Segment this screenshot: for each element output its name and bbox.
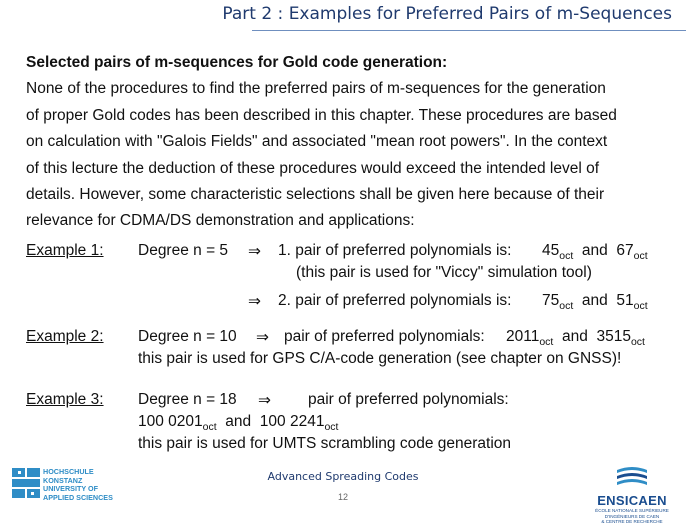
htwg-logo-text: HOCHSCHULE KONSTANZ UNIVERSITY OF APPLIED SCIENCES xyxy=(43,467,113,502)
example-label: Example 1: xyxy=(26,242,104,259)
pair-note: (this pair is used for "Viccy" simulation tool) xyxy=(296,264,592,281)
paragraph-line: of this lecture the deduction of these procedures would exceed the intended level of xyxy=(26,159,600,177)
polynomial-pair: $2011_{oct}$ and $3515_{oct}$ xyxy=(506,328,645,348)
paragraph-line: None of the procedures to find the preferred pairs of m-sequences for the generation xyxy=(26,80,606,98)
section-heading: Selected pairs of m-sequences for Gold code generation: xyxy=(26,54,448,71)
example-degree: Degree n = 18 xyxy=(138,391,237,408)
implies-arrow: ⇒ xyxy=(248,292,261,310)
footer-title: Advanced Spreading Codes xyxy=(267,470,419,483)
polynomial-pair: $75_{oct}$ and $51_{oct}$ xyxy=(542,292,648,312)
paragraph-line: on calculation with "Galois Fields" and associated "mean root powers". In the context xyxy=(26,133,608,151)
pair-text: pair of preferred polynomials: xyxy=(308,391,509,408)
pair-note: this pair is used for UMTS scrambling code generation xyxy=(138,435,512,452)
pair-text: 2. pair of preferred polynomials is: xyxy=(278,292,512,309)
pair-text: 1. pair of preferred polynomials is: xyxy=(278,242,512,259)
ensicaen-logo xyxy=(590,464,674,525)
example-label: Example 3: xyxy=(26,391,104,408)
polynomial-pair: 100 $0201_{oct}$ and 100 $2241_{oct}$ xyxy=(138,413,339,433)
example-label: Example 2: xyxy=(26,328,104,345)
polynomial-pair: $45_{oct}$ and $67_{oct}$ xyxy=(542,242,648,262)
paragraph-line: details. However, some characteristic selections shall be given here because of their xyxy=(26,186,605,204)
slide-title: Part 2 : Examples for Preferred Pairs of m-Sequences xyxy=(222,4,672,24)
paragraph-line: of proper Gold codes has been described in this chapter. These procedures are based xyxy=(26,106,617,124)
paragraph-line: relevance for CDMA/DS demonstration and applications: xyxy=(26,212,415,230)
implies-arrow: ⇒ xyxy=(256,328,269,346)
implies-arrow: ⇒ xyxy=(258,391,271,409)
pair-text: pair of preferred polynomials: xyxy=(284,328,485,345)
example-degree: Degree n = 5 xyxy=(138,242,229,259)
title-underline xyxy=(252,30,686,31)
ensicaen-logo-subtitle: ÉCOLE NATIONALE SUPÉRIEURE D'INGÉNIEURS DE CAEN & CENTRE DE RECHERCHE xyxy=(595,508,669,524)
pair-note: this pair is used for GPS C/A-code generation (see chapter on GNSS)! xyxy=(138,350,622,367)
ensicaen-logo-name: ENSICAEN xyxy=(597,493,667,508)
page-number: 12 xyxy=(337,492,348,502)
ensicaen-logo-icon xyxy=(615,464,649,486)
implies-arrow: ⇒ xyxy=(248,242,261,260)
example-degree: Degree n = 10 xyxy=(138,328,237,345)
main-text xyxy=(26,50,676,235)
